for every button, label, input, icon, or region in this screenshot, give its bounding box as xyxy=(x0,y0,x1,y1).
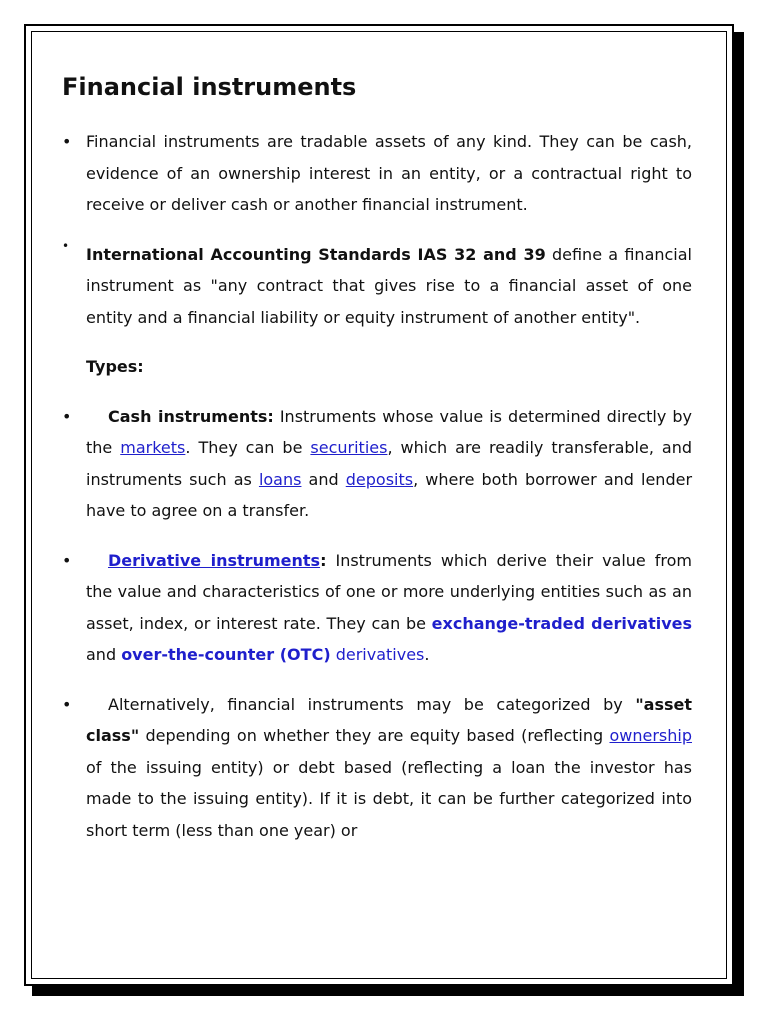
bullet-icon: • xyxy=(62,132,72,151)
otc-derivatives-link[interactable]: derivatives xyxy=(335,645,425,664)
list-item-ias xyxy=(62,239,692,334)
cash-text-5: , where both borrower and lender have to agree on a transfer. xyxy=(86,469,693,520)
list-item-definition xyxy=(62,126,692,221)
ias-definition-text: define a financial instrument as "any contract that gives rise to a financial asset of one entity and a financial liability or equity instrument of another entity". xyxy=(86,244,693,327)
bullet-icon: • xyxy=(62,550,72,570)
derivative-text-4: . xyxy=(424,645,430,664)
cash-text-2: . They can be xyxy=(185,438,311,457)
types-label: Types: xyxy=(86,357,144,376)
exchange-traded-derivatives-link[interactable]: exchange-traded derivatives xyxy=(431,613,693,633)
cash-text-4: and xyxy=(301,469,346,489)
document-content xyxy=(62,70,692,864)
derivative-text-2: and xyxy=(86,645,122,664)
derivative-text-1: Instruments which derive their value from the value and characteristics of one or more underlying entities such as an asset, index, or interest rate. They can be xyxy=(86,550,693,633)
page-title: Financial instruments xyxy=(62,73,357,101)
asset-class-text-2: depending on whether they are equity based (reflecting xyxy=(139,726,610,745)
asset-class-text-3: of the issuing entity) or debt based (reflecting a loan the investor has made to the issuing entity). If it is debt, it can be further categorized into short term (less than one year) or xyxy=(86,757,692,840)
securities-link[interactable]: securities xyxy=(310,438,388,457)
bullet-icon: • xyxy=(62,238,70,253)
loans-link[interactable]: loans xyxy=(258,469,302,489)
types-heading xyxy=(62,351,692,383)
definition-text: Financial instruments are tradable assets of any kind. They can be cash, evidence of an ownership interest in an entity, or a contractual right to receive or deliver cash or another financial instrument. xyxy=(86,132,692,214)
cash-text-1: Instruments whose value is determined directly by the xyxy=(86,406,692,457)
list-item-cash-instruments xyxy=(62,401,692,527)
deposits-link[interactable]: deposits xyxy=(345,469,414,489)
list-item-asset-class xyxy=(62,689,692,847)
otc-link[interactable]: over-the-counter (OTC) xyxy=(121,645,331,664)
asset-class-label: "asset class" xyxy=(86,694,692,745)
ownership-link[interactable]: ownership xyxy=(609,726,692,745)
derivative-instruments-link[interactable]: Derivative instruments xyxy=(108,550,321,570)
cash-heading: Cash instruments: xyxy=(108,406,274,426)
list-item-derivative-instruments xyxy=(62,545,692,671)
derivative-colon: : xyxy=(320,550,327,570)
ias-standard-label: International Accounting Standards IAS 32 and 39 xyxy=(86,244,546,264)
cash-text-3: , which are readily transferable, and instruments such as xyxy=(86,438,692,489)
bullet-icon: • xyxy=(62,406,72,426)
bullet-icon: • xyxy=(62,694,72,714)
markets-link[interactable]: markets xyxy=(120,438,186,457)
asset-class-text-1: Alternatively, financial instruments may be categorized by xyxy=(108,694,636,714)
